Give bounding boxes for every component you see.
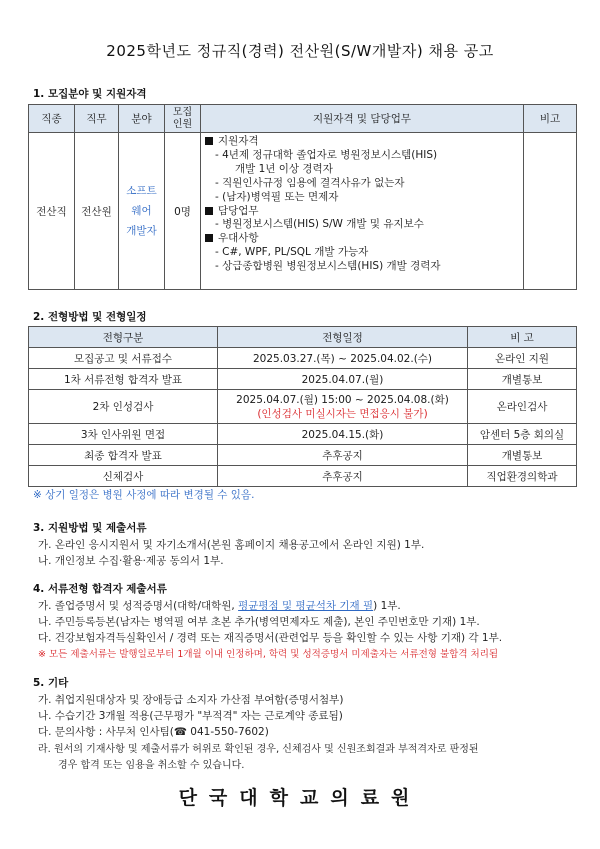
schedule-header-stage: 전형구분 [29, 327, 218, 348]
stage-cell: 모집공고 및 서류접수 [29, 348, 218, 369]
item1-prefix: 가. 졸업증명서 및 성적증명서(대학/대학원, [38, 600, 239, 612]
section4-heading: 4. 서류전형 합격자 제출서류 [33, 583, 167, 595]
note-cell: 온라인 지원 [468, 348, 577, 369]
note-cell: 개별통보 [468, 445, 577, 466]
header-count-line2: 인원 [172, 118, 193, 130]
qual-item: 개발 1년 이상 경력자 [235, 162, 333, 175]
table-row [29, 424, 577, 445]
stage-cell: 1차 서류전형 합격자 발표 [29, 369, 218, 390]
note-cell: 암센터 5층 회의실 [468, 424, 577, 445]
stage-cell: 신체검사 [29, 466, 218, 487]
table-row [29, 445, 577, 466]
stage-cell: 3차 인사위원 면접 [29, 424, 218, 445]
recruitment-table [28, 104, 577, 290]
header-job: 직무 [75, 105, 119, 133]
cell-count: 0명 [165, 133, 201, 290]
cell-category: 전산직 [29, 133, 75, 290]
field-line-3: 개발자 [126, 225, 157, 237]
qual-item: - 병원정보시스템(HIS) S/W 개발 및 유지보수 [215, 218, 424, 231]
section5-warning-line1: 라. 원서의 기재사항 및 제출서류가 허위로 확인된 경우, 신체검사 및 신원조회결과 부적격자로 판정된 [38, 744, 479, 755]
section5-warning-line2: 경우 합격 또는 임용을 취소할 수 있습니다. [58, 760, 245, 771]
qual-heading-text: 우대사항 [218, 232, 259, 245]
section5-item-3: 다. 문의사항 : 사무처 인사팀(☎ 041-550-7602) [38, 726, 269, 738]
section5-item-2: 나. 수습기간 3개월 적용(근무평가 "부적격" 자는 근로계약 종료됨) [38, 710, 343, 722]
date-cell: 추후공지 [218, 445, 468, 466]
hospital-name: 단국대학교의료원 [178, 787, 422, 809]
section3-heading: 3. 지원방법 및 제출서류 [33, 522, 147, 534]
date-text: 2025.04.07.(월) 15:00 ~ 2025.04.08.(화) [236, 393, 449, 406]
field-line-2: 웨어 [131, 205, 152, 217]
date-cell [218, 390, 468, 424]
schedule-header-note: 비 고 [468, 327, 577, 348]
section4-item-1 [38, 598, 401, 613]
table-row [29, 369, 577, 390]
qual-item: - 직원인사규정 임용에 결격사유가 없는자 [215, 176, 405, 189]
section2-heading: 2. 전형방법 및 전형일정 [33, 311, 147, 323]
schedule-notice: ※ 상기 일정은 병원 사정에 따라 변경될 수 있음. [33, 489, 255, 501]
date-cell: 2025.04.07.(월) [218, 369, 468, 390]
schedule-table [28, 326, 577, 487]
qual-heading [205, 205, 519, 219]
stage-cell: 최종 합격자 발표 [29, 445, 218, 466]
section4-item-2: 나. 주민등록등본(남자는 병역필 여부 초본 추가(병역면제자도 제출), 본인 주민번호만 기재) 1부. [38, 616, 480, 628]
square-bullet-icon [205, 234, 213, 242]
qual-heading [205, 135, 519, 149]
square-bullet-icon [205, 207, 213, 215]
table-row [29, 466, 577, 487]
stage-cell: 2차 인성검사 [29, 390, 218, 424]
qual-item: - (남자)병역필 또는 면제자 [215, 190, 339, 203]
qual-item: - C#, WPF, PL/SQL 개발 가능자 [215, 246, 369, 259]
date-cell: 2025.04.15.(화) [218, 424, 468, 445]
cell-note [524, 133, 577, 290]
cell-field [119, 133, 165, 290]
qual-item: - 상급종합병원 병원정보시스템(HIS) 개발 경력자 [215, 260, 441, 273]
header-category: 직종 [29, 105, 75, 133]
header-count-line1: 모집 [172, 106, 193, 118]
table-row [29, 390, 577, 424]
date-cell: 추후공지 [218, 466, 468, 487]
square-bullet-icon [205, 137, 213, 145]
header-note: 비고 [524, 105, 577, 133]
note-cell: 직업환경의학과 [468, 466, 577, 487]
qual-heading [205, 232, 519, 246]
date-warning: (인성검사 미실시자는 면접응시 불가) [257, 407, 428, 420]
field-line-1: 소프트 [126, 185, 157, 197]
section3-item-2: 나. 개인정보 수집·활용·제공 동의서 1부. [38, 555, 224, 567]
cell-job: 전산원 [75, 133, 119, 290]
table-row [29, 348, 577, 369]
qual-heading-text: 담당업무 [218, 204, 259, 217]
cell-qualifications [201, 133, 524, 290]
header-field: 분야 [119, 105, 165, 133]
note-cell: 온라인검사 [468, 390, 577, 424]
section4-item-3: 다. 건강보험자격득실확인서 / 경력 또는 재직증명서(관련업무 등을 확인할 수 있는 사항 기재) 각 1부. [38, 632, 503, 644]
date-cell: 2025.03.27.(목) ~ 2025.04.02.(수) [218, 348, 468, 369]
section1-heading: 1. 모집분야 및 지원자격 [33, 88, 147, 100]
qual-item: - 4년제 정규대학 졸업자로 병원정보시스템(HIS) [215, 148, 438, 161]
header-qualifications: 지원자격 및 담당업무 [201, 105, 524, 133]
note-cell: 개별통보 [468, 369, 577, 390]
item1-emphasis: 평균평점 및 평균석차 기재 필 [238, 600, 374, 612]
qual-heading-text: 지원자격 [218, 135, 259, 147]
section3-item-1: 가. 온라인 응시지원서 및 자기소개서(본원 홈페이지 채용공고에서 온라인 지원) 1부. [38, 539, 425, 551]
page-title: 2025학년도 정규직(경력) 전산원(S/W개발자) 채용 공고 [106, 42, 494, 60]
schedule-header-date: 전형일정 [218, 327, 468, 348]
section4-warning: ※ 모든 제출서류는 발행일로부터 1개월 이내 인정하며, 학력 및 성적증명서 미제출자는 서류전형 불합격 처리됨 [38, 649, 499, 660]
section5-heading: 5. 기타 [33, 677, 69, 689]
item1-suffix: ) 1부. [373, 600, 401, 612]
section5-item-1: 가. 취업지원대상자 및 장애등급 소지자 가산점 부여함(증명서첨부) [38, 694, 344, 706]
header-count [165, 105, 201, 133]
